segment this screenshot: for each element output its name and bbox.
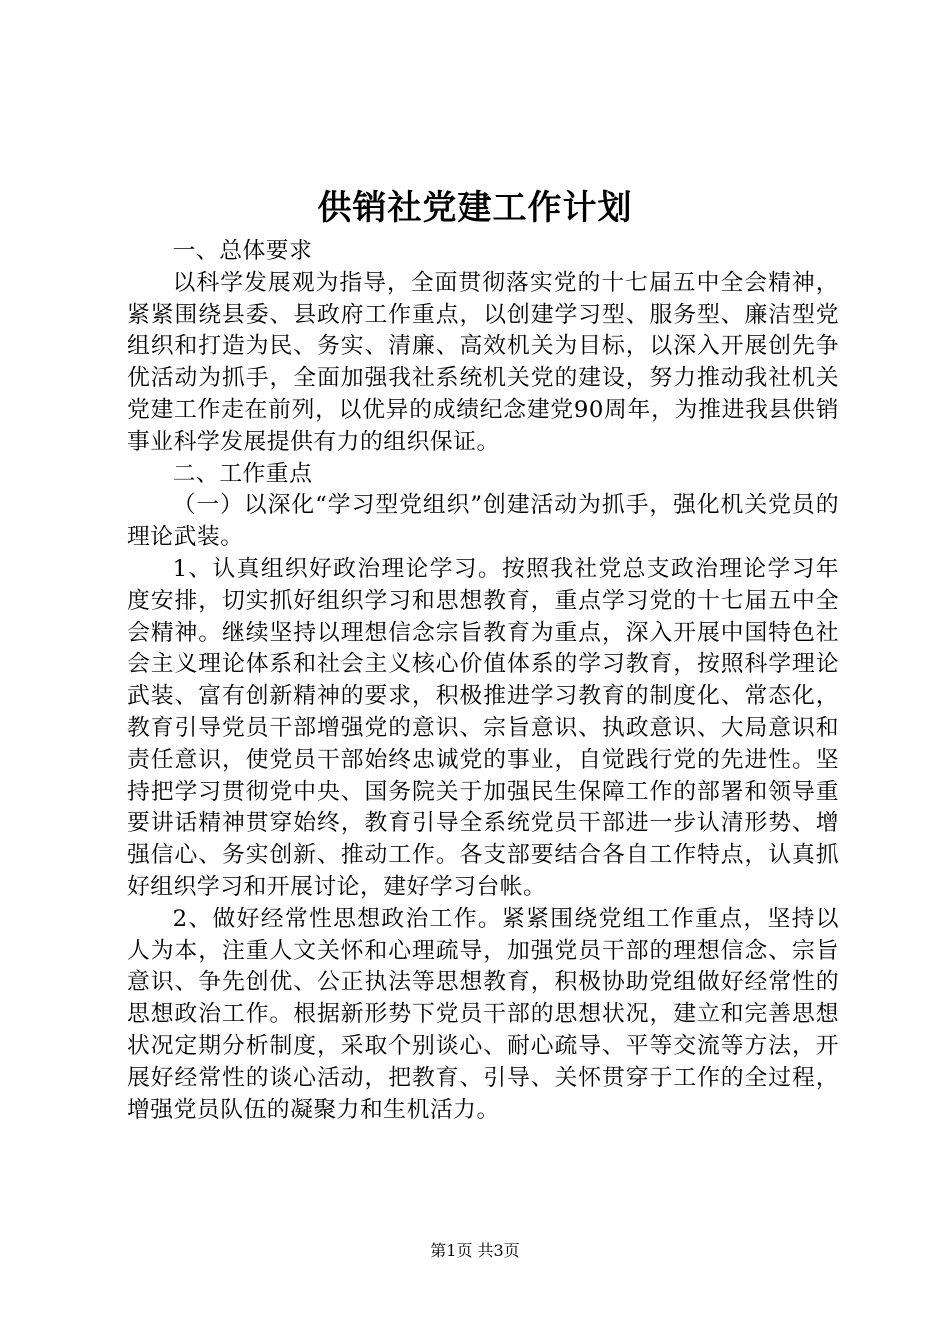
document-body: [127, 236, 839, 1126]
page-number-footer: 第1页 共3页: [430, 1241, 520, 1260]
section-heading-general-requirements: 一、总体要求: [172, 238, 313, 264]
paragraph-subsection-one: （一）以深化“学习型党组织”创建活动为抓手，强化机关党员的理论武装。: [127, 492, 839, 551]
document-title: 供销社党建工作计划: [317, 188, 633, 228]
paragraph-item-1: 1、认真组织好政治理论学习。按照我社党总支政治理论学习年度安排，切实抓好组织学习和思想教育，重点学习党的十七届五中全会精神。继续坚持以理想信念宗旨教育为重点，深入开展中国特色社会主义理论体系和社会主义核心价值体系的学习教育，按照科学理论武装、富有创新精神的要求，积极推进学习教育的制度化、常态化，教育引导党员干部增强党的意识、宗旨意识、执政意识、大局意识和责任意识，使党员干部始终忠诚党的事业，自觉践行党的先进性。坚持把学习贯彻党中央、国务院关于加强民生保障工作的部署和领导重要讲话精神贯穿始终，教育引导全系统党员干部进一步认清形势、增强信心、务实创新、推动工作。各支部要结合各自工作特点，认真抓好组织学习和开展讨论，建好学习台帐。: [127, 555, 839, 900]
paragraph-item-2: 2、做好经常性思想政治工作。紧紧围绕党组工作重点，坚持以人为本，注重人文关怀和心理疏导，加强党员干部的理想信念、宗旨意识、争先创优、公正执法等思想教育，积极协助党组做好经常性的思想政治工作。根据新形势下党员干部的思想状况，建立和完善思想状况定期分析制度，采取个别谈心、耐心疏导、平等交流等方法，开展好经常性的谈心活动，把教育、引导、关怀贯穿于工作的全过程，增强党员队伍的凝聚力和生机活力。: [127, 905, 839, 1123]
paragraph-general-requirements: 以科学发展观为指导，全面贯彻落实党的十七届五中全会精神，紧紧围绕县委、县政府工作重点，以创建学习型、服务型、廉洁型党组织和打造为民、务实、清廉、高效机关为目标，以深入开展创先争优活动为抓手，全面加强我社系统机关党的建设，努力推动我社机关党建工作走在前列，以优异的成绩纪念建党90周年，为推进我县供销事业科学发展提供有力的组织保证。: [127, 269, 839, 455]
section-heading-work-focus: 二、工作重点: [172, 460, 313, 487]
